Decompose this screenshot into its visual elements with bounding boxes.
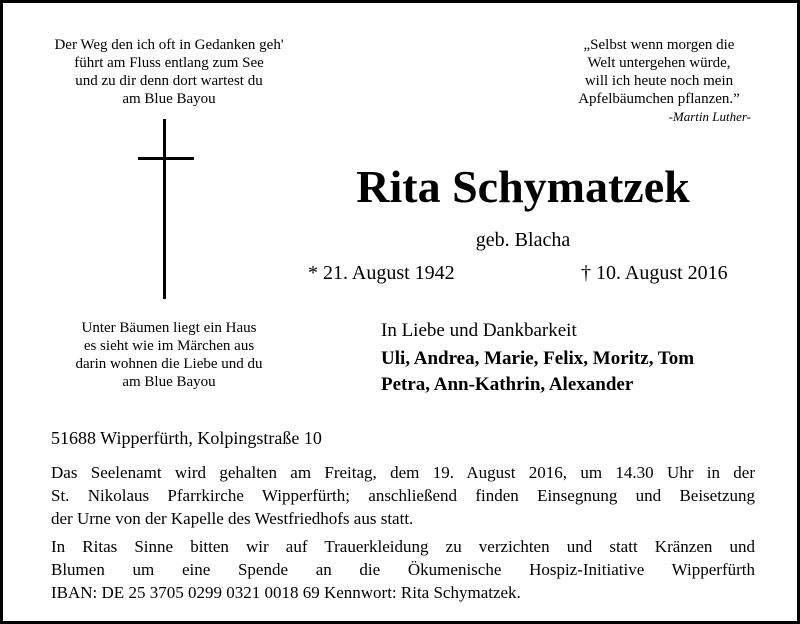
cross-icon	[138, 119, 194, 299]
request-paragraph-line: Blumen um eine Spende an die Ökumenische Hospiz-Initiative Wipperfürth	[51, 560, 755, 579]
mass-paragraph-line: St. Nikolaus Pfarrkirche Wipperfürth; anschließend finden Einsegnung und Beisetzung	[51, 486, 755, 505]
maiden-name: geb. Blacha	[475, 229, 571, 251]
quote-line: „Selbst wenn morgen die	[583, 37, 735, 53]
mourners-line: Petra, Ann-Kathrin, Alexander	[381, 374, 634, 395]
poem-top-line: führt am Fluss entlang zum See	[74, 55, 264, 71]
poem-top-line: Der Weg den ich oft in Gedanken geh'	[54, 37, 284, 53]
poem-bottom-line: darin wohnen die Liebe und du	[75, 356, 263, 372]
birth-date: * 21. August 1942	[308, 262, 455, 284]
poem-bottom-line: es sieht wie im Märchen aus	[83, 338, 255, 354]
death-date: † 10. August 2016	[581, 262, 728, 284]
quote-line: will ich heute noch mein	[584, 73, 734, 89]
quote-author: -Martin Luther-	[668, 109, 751, 124]
poem-top-line: und zu dir denn dort wartest du	[75, 73, 263, 89]
mass-paragraph	[51, 461, 755, 530]
deceased-name: Rita Schymatzek	[356, 161, 690, 212]
mass-paragraph-line: Das Seelenamt wird gehalten am Freitag, dem 19. August 2016, um 14.30 Uhr in der	[51, 463, 755, 482]
luther-quote	[563, 36, 755, 108]
poem-bottom	[29, 319, 309, 391]
poem-top	[29, 36, 309, 108]
request-paragraph-line: IBAN: DE 25 3705 0299 0321 0018 69 Kennwort: Rita Schymatzek.	[51, 583, 521, 602]
request-paragraph	[51, 535, 755, 604]
mass-paragraph-line: der Urne von der Kapelle des Westfriedhofs aus statt.	[51, 509, 414, 528]
mourners-line: Uli, Andrea, Marie, Felix, Moritz, Tom	[381, 348, 695, 369]
cross-vertical-bar	[163, 119, 166, 299]
poem-bottom-line: am Blue Bayou	[122, 374, 216, 390]
quote-line: Apfelbäumchen pflanzen.”	[578, 91, 740, 107]
request-paragraph-line: In Ritas Sinne bitten wir auf Trauerkleidung zu verzichten und statt Kränzen und	[51, 537, 755, 556]
cross-horizontal-bar	[138, 157, 194, 160]
poem-top-line: am Blue Bayou	[122, 91, 216, 107]
mourners-intro: In Liebe und Dankbarkeit	[381, 320, 577, 341]
poem-bottom-line: Unter Bäumen liegt ein Haus	[81, 320, 257, 336]
quote-line: Welt untergehen würde,	[587, 55, 731, 71]
address: 51688 Wipperfürth, Kolpingstraße 10	[51, 428, 322, 448]
mourners-names	[381, 346, 694, 398]
